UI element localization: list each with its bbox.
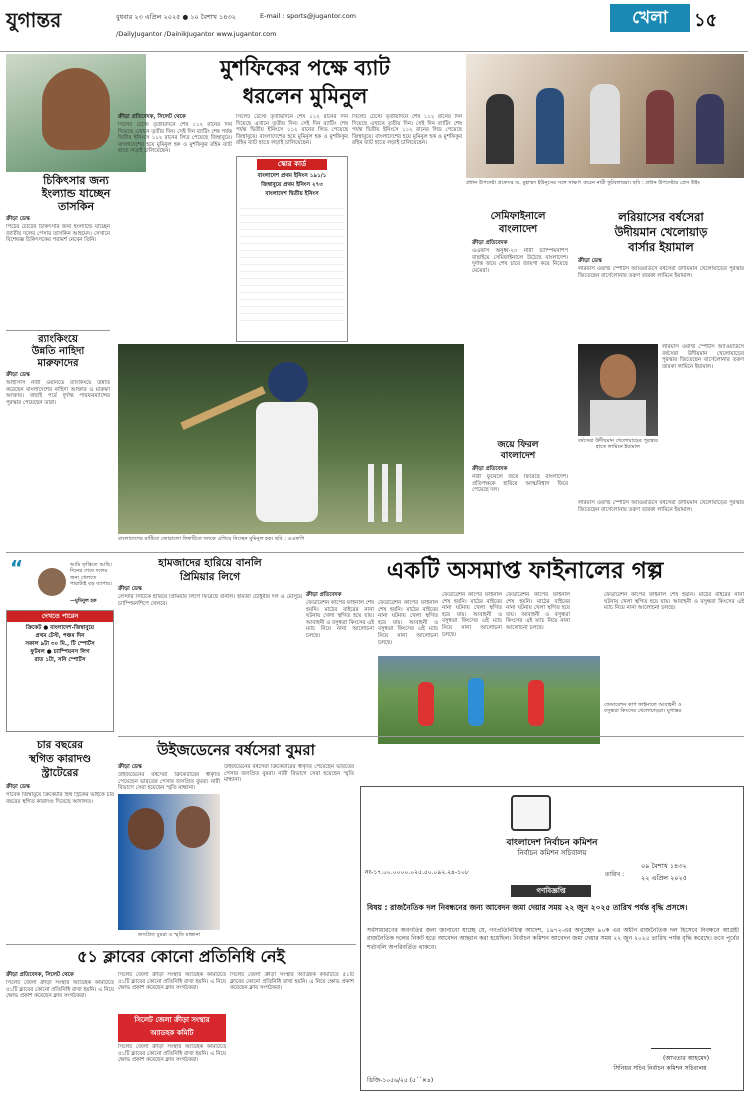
helmet-icon [268, 362, 308, 402]
lead-body-col3: সিলেট টেস্টে তৃতীয়দিনে শেষ ১১২ রানের দিন দিয়েছে এখানে তৃতীয় দিন। সেই দিন ব্যাটিং শেষ পর্যন্ত দ্বিতীয় ইনিংসে ১১২ রানের লিড পেয়েছে জিম্বাবুয়ে। বাংলাদেশের হয়ে মুমিনুল হক ও মুশফিকুর রহিম ব্যাট হাতে লড়াই চালিয়েছেন। [352, 114, 462, 147]
semi-title-line2: বাংলাদেশ [498, 224, 538, 235]
top-photo [466, 54, 744, 178]
tasbin-body: পিঠের চোটের চিকিৎসার জন্য ইংল্যান্ডে যাচ্ছেন জাতীয় দলের পেসার তাসকিন আহমেদ। সেখানে বিশেষজ্ঞ চিকিৎসকের পরামর্শ নেবেন তিনি। [6, 224, 110, 244]
tasbin-title-line2: ইংল্যান্ড যাচ্ছেন [41, 187, 111, 200]
scorecard-line3: বাংলাদেশ দ্বিতীয় ইনিংস [265, 191, 319, 197]
hamza-byline: ক্রীড়া ডেস্ক [118, 586, 142, 592]
bumrah-byline: ক্রীড়া ডেস্ক [118, 764, 142, 770]
hamza-title-line1: হামজাদের হারিয়ে বানলি [158, 557, 262, 569]
nahida-byline: ক্রীড়া ডেস্ক [6, 372, 30, 378]
person-icon [486, 94, 514, 164]
notice-code: ডিজি-১০৫৬/২৫ (৫´´×৪) [367, 1077, 434, 1084]
club-body-col3: সিলেট জেলা ক্রীড়া সংস্থার অ্যাডহক কমিটিতে ৫১টি ক্লাবের কোনো প্রতিনিধি রাখা হয়নি। এ নিয়ে ক্ষোভ প্রকাশ করেছেন ক্লাব সংগঠকরা। [118, 1044, 226, 1064]
tasbin-title-line1: চিকিৎসার জন্য [43, 174, 109, 187]
stumps-icon [368, 464, 408, 522]
final-photo-caption: ফেডারেশন কাপ ফাইনালে আবাহনী ও বসুন্ধরা কিংসের খেলোয়াড়রা। যুগান্তর [604, 702, 682, 715]
notice-date-label: তারিখ : [605, 871, 625, 878]
club-banner-line2: অ্যাডহক কমিটি [150, 1029, 194, 1037]
section-email: E-mail : sports@jugantor.com [260, 12, 357, 20]
club-body-col2: সিলেট জেলা ক্রীড়া সংস্থার অ্যাডহক কমিটিতে ৫১টি ক্লাবের কোনো প্রতিনিধি রাখা হয়নি। এ নিয়ে ক্ষোভ প্রকাশ করেছেন ক্লাব সংগঠকরা। [118, 972, 226, 992]
tv-guide-list [7, 622, 113, 666]
quote-text: আমি তৃপ্তিতে আছি। দিনের শেষে দলের জন্য খেলতে পারাটাই বড় ব্যাপার। [70, 562, 112, 588]
signature-icon [651, 1031, 711, 1049]
tv-guide-header: দেখতে পারেন [7, 611, 113, 622]
laureus-byline: ক্রীড়া ডেস্ক [578, 258, 602, 264]
final-body-col4: ফেডারেশন কাপের ফাইনাল শেষ হয়নি। মাঠের বাইরের নানা ঘটনায় খেলা স্থগিত হয়ে যায়। আবাহনী ও বসুন্ধরা কিংসের এই ম্যাচ নিয়ে নানা আলোচনা চলছে। [506, 592, 570, 631]
notice-org: বাংলাদেশ নির্বাচন কমিশন [506, 838, 598, 848]
player-icon [528, 680, 544, 726]
person-icon [696, 94, 724, 164]
social-links: /DailyJugantor /DainikJugantor www.jugantor.com [116, 30, 277, 38]
bumrah-body-col2: উইজডেনের বর্ষসেরা ক্রিকেটারের স্বীকৃতি পেয়েছেন ভারতের পেসার জসপ্রিত বুমরা। নারী বিভাগে সেরা হয়েছেন স্মৃতি মান্ধানা। [224, 764, 354, 784]
final-body-col3: ফেডারেশন কাপের ফাইনাল শেষ হয়নি। মাঠের বাইরের নানা ঘটনায় খেলা স্থগিত হয়ে যায়। আবাহনী ও বসুন্ধরা কিংসের এই ম্যাচ নিয়ে নানা আলোচনা চলছে। [442, 592, 502, 638]
hamza-title-line2: প্রিমিয়ার লিগে [179, 571, 241, 583]
laureus-title-line2: উদীয়মান খেলোয়াড় [614, 225, 708, 239]
masthead [0, 0, 748, 52]
scorecard-title: স্কোর কার্ড [257, 159, 327, 170]
player-icon [418, 682, 434, 726]
nahida-body: আইসিসি নারী ওয়ানডে র‍্যাংকিংয়ে উন্নতি করেছেন বাংলাদেশের নাহিদা আক্তার ও মারুফা আক্তার। বাছাই পর্বে দুর্দান্ত পারফরম্যান্সের পুরস্কার পেয়েছেন তারা। [6, 380, 110, 406]
lead-headline [150, 54, 460, 110]
tv-item: ফুটবল ● চ্যাম্পিয়নস লিগ [30, 649, 90, 655]
election-commission-logo-icon [511, 795, 551, 831]
notice-badge: গণবিজ্ঞপ্তি [511, 885, 591, 897]
semi-title-line1: সেমিফাইনালে [490, 211, 546, 222]
top-photo-caption: প্রধান উপদেষ্টা প্রফেসর ড. মুহাম্মদ ইউনূসের সঙ্গে সাক্ষাৎ করেন নারী ফুটবলাররা। ছবি : প্রধান উপদেষ্টার প্রেস উইং [466, 180, 700, 186]
streak-body: সাবেক জিম্বাবুয়ে ক্রিকেটার হিথ স্ট্রিকের ভাইকে চার বছরের স্থগিত কারাদণ্ড দিয়েছে আদালত। [6, 792, 114, 805]
divider [6, 552, 744, 553]
lead-byline: ক্রীড়া প্রতিবেদক, সিলেট থেকে [118, 114, 186, 120]
divider [6, 330, 110, 331]
player-head-icon [600, 354, 636, 398]
nahida-headline [6, 334, 110, 370]
club-headline: ৫১ ক্লাবের কোনো প্রতিনিধি নেই [77, 947, 285, 966]
streak-title-line1: চার বছরের [36, 739, 84, 751]
scorecard-line1: বাংলাদেশ প্রথম ইনিংস ১৯১/১ [257, 173, 327, 179]
bumrah-photo [118, 794, 220, 930]
scorecard-table [240, 202, 344, 322]
page-number: ১৫ [694, 10, 718, 31]
hamza-headline [118, 556, 302, 584]
semi-sub-headline [466, 440, 570, 462]
player-icon [468, 678, 484, 726]
streak-title-line2: স্থগিত কারাদণ্ড [29, 753, 91, 765]
batter-icon [256, 402, 318, 522]
avatar [38, 568, 66, 596]
mominul-photo [118, 344, 464, 534]
notice-subject: বিষয় : রাজনৈতিক দল নিবন্ধনের জন্য আবেদন জমা দেয়ার সময় ২২ জুন ২০২৫ তারিখ পর্যন্ত বৃদ্ধি প্রসঙ্গে। [367, 903, 688, 912]
lead-title-line2: ধরলেন মুমিনুল [242, 84, 368, 108]
mominul-photo-caption: বাংলাদেশের মাটিতে জোরালো ফিফটিতে দলকে এগিয়ে নিচ্ছেন মুমিনুল হক। ছবি : এএফপি [118, 536, 305, 542]
club-byline: ক্রীড়া প্রতিবেদক, সিলেট থেকে [6, 972, 74, 978]
quote-author: —মুমিনুল হক [70, 598, 97, 604]
election-notice [360, 786, 744, 1091]
person-icon [536, 88, 564, 164]
tv-item: প্রথম টেস্ট, পঞ্চম দিন [35, 633, 85, 639]
club-banner-line1: সিলেট জেলা ক্রীড়া সংস্থার [134, 1016, 210, 1024]
divider [118, 736, 744, 737]
laureus-headline [578, 210, 744, 255]
notice-signer-title: সিনিয়র সচিব নির্বাচন কমিশন সচিবালয় [613, 1065, 707, 1072]
nahida-title-line3: মারুফাদের [37, 358, 79, 369]
bumrah-headline: উইজডেনের বর্ষসেরা বুমরা [156, 741, 316, 759]
section-label: খেলা [610, 4, 690, 32]
newspaper-logo: যুগান্তর [6, 8, 62, 32]
lead-body-col1: সিলেট টেস্টে তৃতীয়দিনে শেষ ১১২ রানের দিন দিয়েছে এখানে তৃতীয় দিন। সেই দিন ব্যাটিং শেষ পর্যন্ত দ্বিতীয় ইনিংসে ১১২ রানের লিড পেয়েছে জিম্বাবুয়ে। বাংলাদেশের হয়ে মুমিনুল হক ও মুশফিকুর রহিম ব্যাট হাতে লড়াই চালিয়েছেন। [118, 122, 232, 155]
bat-icon [180, 386, 265, 430]
bumrah-body-col1: উইজডেনের বর্ষসেরা ক্রিকেটারের স্বীকৃতি পেয়েছেন ভারতের পেসার জসপ্রিত বুমরা। নারী বিভাগে সেরা হয়েছেন স্মৃতি মান্ধানা। [118, 772, 220, 792]
quote-mark-icon: “ [10, 556, 24, 580]
notice-date-bn: ০৯ বৈশাখ ১৪৩২ [641, 862, 687, 870]
semi-sub-body: নারী ফুটবলে জয়ে ফিরেছে বাংলাদেশ। প্রতিপক্ষকে হারিয়ে আত্মবিশ্বাস ফিরে পেয়েছে দল। [472, 474, 568, 494]
bumrah-caption: জসপ্রিত বুমরা ও স্মৃতি মান্ধানা [137, 932, 201, 938]
person-icon [590, 84, 620, 164]
yamal-photo [578, 344, 658, 436]
final-byline: ক্রীড়া প্রতিবেদক [306, 592, 342, 598]
laureus-body-col2: লরিয়াস ওয়ার্ল্ড স্পোর্টস অ্যাওয়ার্ডসে বর্ষসেরা উদীয়মান খেলোয়াড়ের পুরস্কার জিতেছেন বার্সেলোনার তরুণ তারকা লামিনে ইয়ামাল। [662, 344, 744, 370]
tv-item: রাত ১টা, সনি স্পোর্টস [34, 657, 86, 663]
tv-guide-box [6, 610, 114, 732]
streak-title-line3: স্ট্রাটেরের [41, 767, 79, 779]
lead-title-line1: মুশফিকের পক্ষে ব্যাট [220, 56, 390, 80]
laureus-body: লরিয়াস ওয়ার্ল্ড স্পোর্টস অ্যাওয়ার্ডসে বর্ষসেরা উদীয়মান খেলোয়াড়ের পুরস্কার জিতেছেন বার্সেলোনার তরুণ তারকা লামিনে ইয়ামাল। [578, 266, 744, 279]
final-body-col1: ফেডারেশন কাপের ফাইনাল শেষ হয়নি। মাঠের বাইরের নানা ঘটনায় খেলা স্থগিত হয়ে যায়। আবাহনী ও বসুন্ধরা কিংসের এই ম্যাচ নিয়ে নানা আলোচনা চলছে। [306, 600, 374, 639]
streak-byline: ক্রীড়া ডেস্ক [6, 784, 30, 790]
laureus-title-line1: লরিয়াসের বর্ষসেরা [618, 210, 704, 224]
semi-byline: ক্রীড়া প্রতিবেদক [472, 240, 508, 246]
trophy-icon [590, 400, 646, 436]
issue-date: বুধবার ২৩ এপ্রিল ২০২৫ ● ১০ বৈশাখ ১৪৩২ [116, 13, 236, 21]
semi-sub-line1: জয়ে ফিরল [497, 440, 539, 450]
nahida-title-line1: র‍্যাংকিংয়ে [38, 334, 78, 345]
laureus-body-col3: লরিয়াস ওয়ার্ল্ড স্পোর্টস অ্যাওয়ার্ডসে বর্ষসেরা উদীয়মান খেলোয়াড়ের পুরস্কার জিতেছেন বার্সেলোনার তরুণ তারকা লামিনে ইয়ামাল। [578, 500, 744, 513]
semi-sub-line2: বাংলাদেশ [500, 451, 536, 461]
club-body-col4: সিলেট জেলা ক্রীড়া সংস্থার অ্যাডহক কমিটিতে ৫১টি ক্লাবের কোনো প্রতিনিধি রাখা হয়নি। এ নিয়ে ক্ষোভ প্রকাশ করেছেন ক্লাব সংগঠকরা। [230, 972, 354, 992]
final-headline: একটি অসমাপ্ত ফাইনালের গল্প [386, 558, 664, 584]
semi-sub-byline: ক্রীড়া প্রতিবেদক [472, 466, 508, 472]
player-head-icon [128, 808, 164, 850]
scorecard-line2: জিম্বাবুয়ে প্রথম ইনিংস ২৭৩ [261, 182, 323, 188]
player-head-icon [176, 806, 210, 848]
tv-item: সকাল ৯টা ৩০ মি., টি স্পোর্টস [25, 641, 95, 647]
final-body-col5: ফেডারেশন কাপের ফাইনাল শেষ হয়নি। মাঠের বাইরের নানা ঘটনায় খেলা স্থগিত হয়ে যায়। আবাহনী ও বসুন্ধরা কিংসের এই ম্যাচ নিয়ে নানা আলোচনা চলছে। [604, 592, 744, 612]
final-body-col2: ফেডারেশন কাপের ফাইনাল শেষ হয়নি। মাঠের বাইরের নানা ঘটনায় খেলা স্থগিত হয়ে যায়। আবাহনী ও বসুন্ধরা কিংসের এই ম্যাচ নিয়ে নানা আলোচনা চলছে। [378, 600, 438, 646]
semi-headline [466, 210, 570, 236]
yamal-caption: বর্ষসেরা উদীয়মান খেলোয়াড়ের পুরস্কার হাতে লামিনে ইয়ামাল [578, 438, 658, 451]
notice-sub: নির্বাচন কমিশন সচিবালয় [517, 849, 587, 857]
hamza-body: লেস্টার সিটিকে হারিয়ে প্রিমিয়ার লিগে ফিরেছে বার্নলি। হামজা চৌধুরীর দল এ মৌসুমে চ্যাম্পিয়নশিপে খেলবে। [118, 594, 302, 607]
player-head-icon [42, 68, 110, 150]
notice-date-en: ২২ এপ্রিল ২০২৫ [641, 874, 687, 882]
nahida-title-line2: উন্নতি নাহিদা [31, 346, 85, 357]
tasbin-title-line3: তাসকিন [57, 200, 95, 213]
semi-body: এএফসি অনূর্ধ্ব-২০ নারী চ্যাম্পিয়নশিপ বাছাইয়ে সেমিফাইনালে উঠেছে বাংলাদেশ। দুর্দান্ত জয়ে শেষ চারে জায়গা করে নিয়েছে মেয়েরা। [472, 248, 568, 274]
divider [6, 944, 356, 945]
tasbin-byline: ক্রীড়া ডেস্ক [6, 216, 30, 222]
notice-ref: নং-১৭.০০.০০০০.০২৫.৫০.০৯২.২৪-১০৮ [365, 869, 469, 876]
club-banner [118, 1014, 226, 1042]
final-photo [378, 656, 600, 744]
laureus-title-line3: বার্সার ইয়ামাল [628, 240, 694, 254]
notice-body: সর্বসাধারণের অবগতির জন্য জানানো যাচ্ছে যে, গণপ্রতিনিধিত্ব আদেশ, ১৯৭২-এর অনুচ্ছেদ ৯০ক এর অধীন রাজনৈতিক দল হিসেবে নিবন্ধনে আগ্রহী রাজনৈতিক দলের নিকট হতে আবেদন আহ্বান করা হয়েছিল। নির্বাচন কমিশন আবেদন জমা দেয়ার সময় ২২ জুন ২০২৫ তারিখ পর্যন্ত বৃদ্ধি করেছে। তবে পূর্বের শর্তাবলি অপরিবর্তিত থাকবে। [367, 927, 739, 951]
scorecard-box [236, 156, 348, 342]
streak-headline [6, 738, 114, 780]
club-body-col1: সিলেট জেলা ক্রীড়া সংস্থার অ্যাডহক কমিটিতে ৫১টি ক্লাবের কোনো প্রতিনিধি রাখা হয়নি। এ নিয়ে ক্ষোভ প্রকাশ করেছেন ক্লাব সংগঠকরা। [6, 980, 114, 1000]
notice-signer: (আখতার আহমেদ) [662, 1055, 710, 1062]
tv-item: ক্রিকেট ● বাংলাদেশ-জিম্বাবুয়ে [25, 625, 95, 631]
person-icon [646, 90, 674, 164]
lead-body-col2: সিলেট টেস্টে তৃতীয়দিনে শেষ ১১২ রানের দিন দিয়েছে এখানে তৃতীয় দিন। সেই দিন ব্যাটিং শেষ পর্যন্ত দ্বিতীয় ইনিংসে ১১২ রানের লিড পেয়েছে জিম্বাবুয়ে। বাংলাদেশের হয়ে মুমিনুল হক ও মুশফিকুর রহিম ব্যাট হাতে লড়াই চালিয়েছেন। [236, 114, 348, 147]
